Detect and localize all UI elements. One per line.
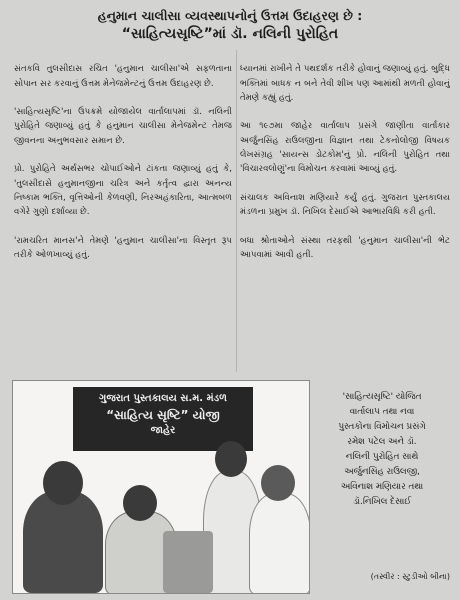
right-paragraph: ધ્યાનમાં રાખીને તે પથદર્શક તરીકે હોવાનું જણાવ્યું હતું. બુદ્ધિ ભક્તિમાં બાધક ન બને તેવી શીખ પણ આમાંથી મળતી હોવાનું તેમણે કહ્યું હતું. [240, 64, 450, 103]
person-figure [23, 491, 103, 593]
headline-line-2: “સાહિત્યસૃષ્ટિ”માં ડૉ. નલિની પુરોહિત [121, 26, 339, 42]
person-head [215, 441, 247, 477]
article-left-column [14, 48, 232, 380]
article-headline [12, 6, 448, 44]
right-paragraph: બધા શ્રોતાઓને સંસ્થા તરફથી 'હનુમાન ચાલીસા'ની ભેટ આપવામાં આવી હતી. [240, 235, 450, 261]
photo-credit: (તસ્વીર : સ્ટુડીઓ બીના) [370, 572, 450, 581]
article-right-column [240, 48, 450, 378]
headline-line-1: હનુમાન ચાલીસા વ્યવસ્થાપનોનું ઉત્તમ ઉદાહરણ છે : [97, 8, 363, 23]
banner-line-1: ગુજરાત પુસ્તકાલય સ.મ. મંડળ [99, 393, 227, 404]
banner-line-2: “સાહિત્ય સૃષ્ટિ” યોજી [106, 408, 220, 422]
left-paragraph: 'રામચરિત માનસ'ને તેમણે 'હનુમાન ચાલીસા'ના વિસ્તૃત રૂપ તરીકે ઓળખાવ્યું હતું. [14, 235, 232, 261]
person-head [43, 461, 83, 505]
banner-line-3: જાહેર [150, 425, 176, 436]
left-paragraph: પ્રો. પુરોહિતે અર્થસભર ચોપાઈઓને ટાંકતા જણાવ્યું હતું કે, 'તુલસીદાસે હનુમાનજીના ચરિત્ર અને કર્તૃત્વ દ્વારા અનન્ય નિષ્કામ ભક્તિ, વૃત્તિઓની કેળવણી, નિરઅહંકારિતા, આત્મબળ વગેરે ગુણો દર્શાવ્યા છે. [14, 164, 232, 218]
right-paragraph: સંચાલક અવિનાશ મણિયારે કર્યું હતું. ગુજરાત પુસ્તકાલય મંડળના પ્રમુખ ડૉ. નિખિલ દેસાઈએ આભારવિધિ કરી હતી. [240, 192, 450, 218]
column-divider [236, 50, 237, 372]
left-paragraph: સંતકવિ તુલસીદાસ રચિત 'હનુમાન ચાલીસા'એ સફળતાના સોપાન સર કરવાનું ઉત્તમ મેનેજમેન્ટનું ઉત્તમ ઉદાહરણ છે. [14, 64, 232, 89]
person-figure [249, 493, 310, 594]
left-paragraph: 'સાહિત્યસૃષ્ટિ'ના ઉપક્રમે યોજાયેલ વાર્તાલાપમાં ડૉ. નલિની પુરોહિતે જણાવ્યું હતું કે હનુમાન ચાલીસા મેનેજમેન્ટ તેમજ જીવનના અનુભવસાર સમાન છે. [14, 107, 232, 146]
photo-caption: 'સાહિત્યસૃષ્ટિ' યોજિત વાર્તાલાપ તથા નવા પુસ્તકોના વિમોચન પ્રસંગે રમેશ પટેલ અને ડૉ. નલિની પુરોહિત સાથે અર્જુનસિંહ રાઉલજી, અવિનાશ મણિયાર તથા ડૉ.નિખિલ દેસાઈ [338, 392, 426, 507]
person-head [123, 485, 157, 521]
person-head [261, 465, 295, 501]
table-item [163, 531, 213, 593]
right-paragraph: આ ૧૯૭મા જાહેર વાર્તાલાપ પ્રસંગે જાણીતા વાર્તાકાર અર્જુનસિંહ રાઉલજીના વિજ્ઞાન તથા ટેકનોલોજી વિષયક લેખસંગ્રહ 'સાયન્સ ડોટકોમ'નું પ્રો. નલિની પુરોહિત તથા 'વિચારવલોણું'ના વિમોચન કરવામાં આવ્યું હતું. [240, 121, 450, 175]
event-photo [12, 380, 310, 594]
